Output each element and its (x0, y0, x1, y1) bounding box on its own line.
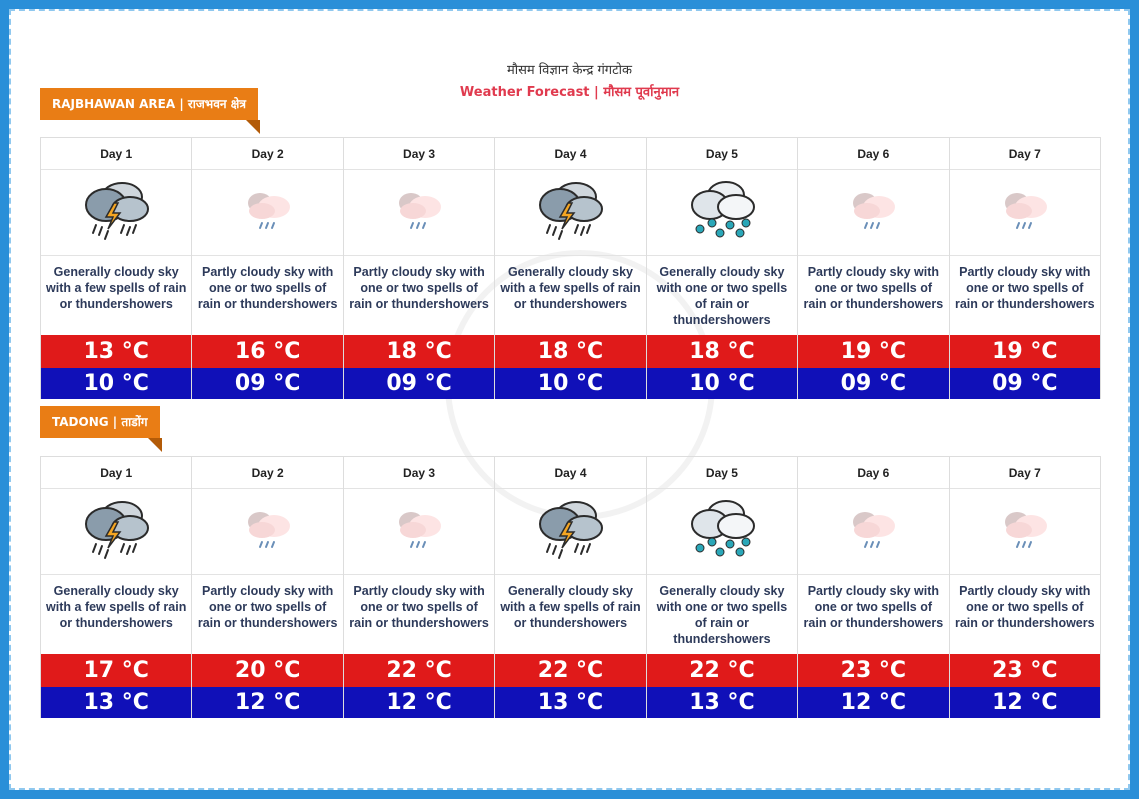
forecast-description: Generally cloudy sky with a few spells of rain or thundershowers (46, 265, 187, 311)
min-temperature: 09 °C (798, 368, 948, 399)
cloud-rain-drops-icon (686, 496, 758, 567)
day-label: Day 3 (344, 457, 494, 489)
forecast-day-column (495, 137, 646, 399)
max-temperature: 16 °C (192, 335, 342, 368)
forecast-description: Partly cloudy sky with one or two spells of rain or thundershowers (349, 265, 489, 311)
forecast-description: Partly cloudy sky with one or two spells of rain or thundershowers (349, 584, 489, 630)
forecast-day-column (41, 137, 192, 399)
thunderstorm-cloud-icon (80, 177, 152, 248)
max-temperature: 22 °C (647, 654, 797, 687)
partly-cloudy-rain-icon (389, 504, 449, 559)
max-temperature: 22 °C (344, 654, 494, 687)
partly-cloudy-rain-icon (995, 504, 1055, 559)
partly-cloudy-rain-icon (238, 504, 298, 559)
forecast-description: Generally cloudy sky with a few spells of rain or thundershowers (500, 584, 641, 630)
forecast-day-column (344, 137, 495, 399)
partly-cloudy-rain-icon (389, 185, 449, 240)
day-label: Day 1 (41, 138, 191, 170)
forecast-description: Partly cloudy sky with one or two spells of rain or thundershowers (954, 584, 1095, 630)
max-temperature: 22 °C (495, 654, 645, 687)
day-label: Day 6 (798, 138, 948, 170)
max-temperature: 18 °C (647, 335, 797, 368)
max-temperature: 20 °C (192, 654, 342, 687)
day-label: Day 3 (344, 138, 494, 170)
forecast-day-column (495, 456, 646, 718)
partly-cloudy-rain-icon (238, 185, 298, 240)
forecast-day-column (41, 456, 192, 718)
forecast-title: Weather Forecast | मौसम पूर्वानुमान (459, 85, 680, 100)
area-label-rajbhawan: RAJBHAWAN AREA | राजभवन क्षेत्र (40, 88, 258, 120)
day-label: Day 1 (41, 457, 191, 489)
min-temperature: 13 °C (41, 687, 191, 718)
forecast-day-column (647, 456, 798, 718)
forecast-day-column (192, 456, 343, 718)
forecast-day-column (950, 137, 1101, 399)
forecast-description: Partly cloudy sky with one or two spells of rain or thundershowers (197, 265, 338, 311)
min-temperature: 09 °C (950, 368, 1100, 399)
day-label: Day 4 (495, 457, 645, 489)
max-temperature: 23 °C (950, 654, 1100, 687)
min-temperature: 12 °C (798, 687, 948, 718)
partly-cloudy-rain-icon (843, 504, 903, 559)
max-temperature: 18 °C (344, 335, 494, 368)
day-label: Day 6 (798, 457, 948, 489)
min-temperature: 13 °C (647, 687, 797, 718)
forecast-day-column (344, 456, 495, 718)
max-temperature: 17 °C (41, 654, 191, 687)
forecast-description: Partly cloudy sky with one or two spells of rain or thundershowers (197, 584, 338, 630)
min-temperature: 12 °C (344, 687, 494, 718)
forecast-day-column (950, 456, 1101, 718)
max-temperature: 19 °C (950, 335, 1100, 368)
min-temperature: 10 °C (495, 368, 645, 399)
forecast-day-column (798, 137, 949, 399)
thunderstorm-cloud-icon (80, 496, 152, 567)
forecast-description: Partly cloudy sky with one or two spells of rain or thundershowers (954, 265, 1095, 311)
forecast-grid-rajbhawan (40, 137, 1101, 399)
forecast-description: Generally cloudy sky with a few spells of rain or thundershowers (500, 265, 641, 311)
forecast-description: Generally cloudy sky with a few spells of rain or thundershowers (46, 584, 187, 630)
min-temperature: 12 °C (950, 687, 1100, 718)
forecast-grid-tadong (40, 456, 1101, 718)
thunderstorm-cloud-icon (534, 496, 606, 567)
day-label: Day 2 (192, 457, 342, 489)
cloud-rain-drops-icon (686, 177, 758, 248)
day-label: Day 7 (950, 138, 1100, 170)
min-temperature: 10 °C (41, 368, 191, 399)
day-label: Day 5 (647, 457, 797, 489)
forecast-description: Partly cloudy sky with one or two spells of rain or thundershowers (803, 584, 944, 630)
centre-title: मौसम विज्ञान केन्द्र गंगटोक (506, 63, 633, 78)
partly-cloudy-rain-icon (995, 185, 1055, 240)
forecast-description: Generally cloudy sky with one or two spells of rain or thundershowers (656, 584, 788, 646)
min-temperature: 13 °C (495, 687, 645, 718)
day-label: Day 2 (192, 138, 342, 170)
thunderstorm-cloud-icon (534, 177, 606, 248)
max-temperature: 23 °C (798, 654, 948, 687)
day-label: Day 4 (495, 138, 645, 170)
day-label: Day 5 (647, 138, 797, 170)
forecast-description: Partly cloudy sky with one or two spells of rain or thundershowers (803, 265, 944, 311)
max-temperature: 13 °C (41, 335, 191, 368)
forecast-day-column (192, 137, 343, 399)
min-temperature: 12 °C (192, 687, 342, 718)
min-temperature: 09 °C (344, 368, 494, 399)
forecast-day-column (798, 456, 949, 718)
min-temperature: 09 °C (192, 368, 342, 399)
forecast-description: Generally cloudy sky with one or two spells of rain or thundershowers (656, 265, 788, 327)
area-label-tadong: TADONG | ताडोंग (40, 406, 160, 438)
partly-cloudy-rain-icon (843, 185, 903, 240)
max-temperature: 18 °C (495, 335, 645, 368)
forecast-day-column (647, 137, 798, 399)
min-temperature: 10 °C (647, 368, 797, 399)
max-temperature: 19 °C (798, 335, 948, 368)
day-label: Day 7 (950, 457, 1100, 489)
